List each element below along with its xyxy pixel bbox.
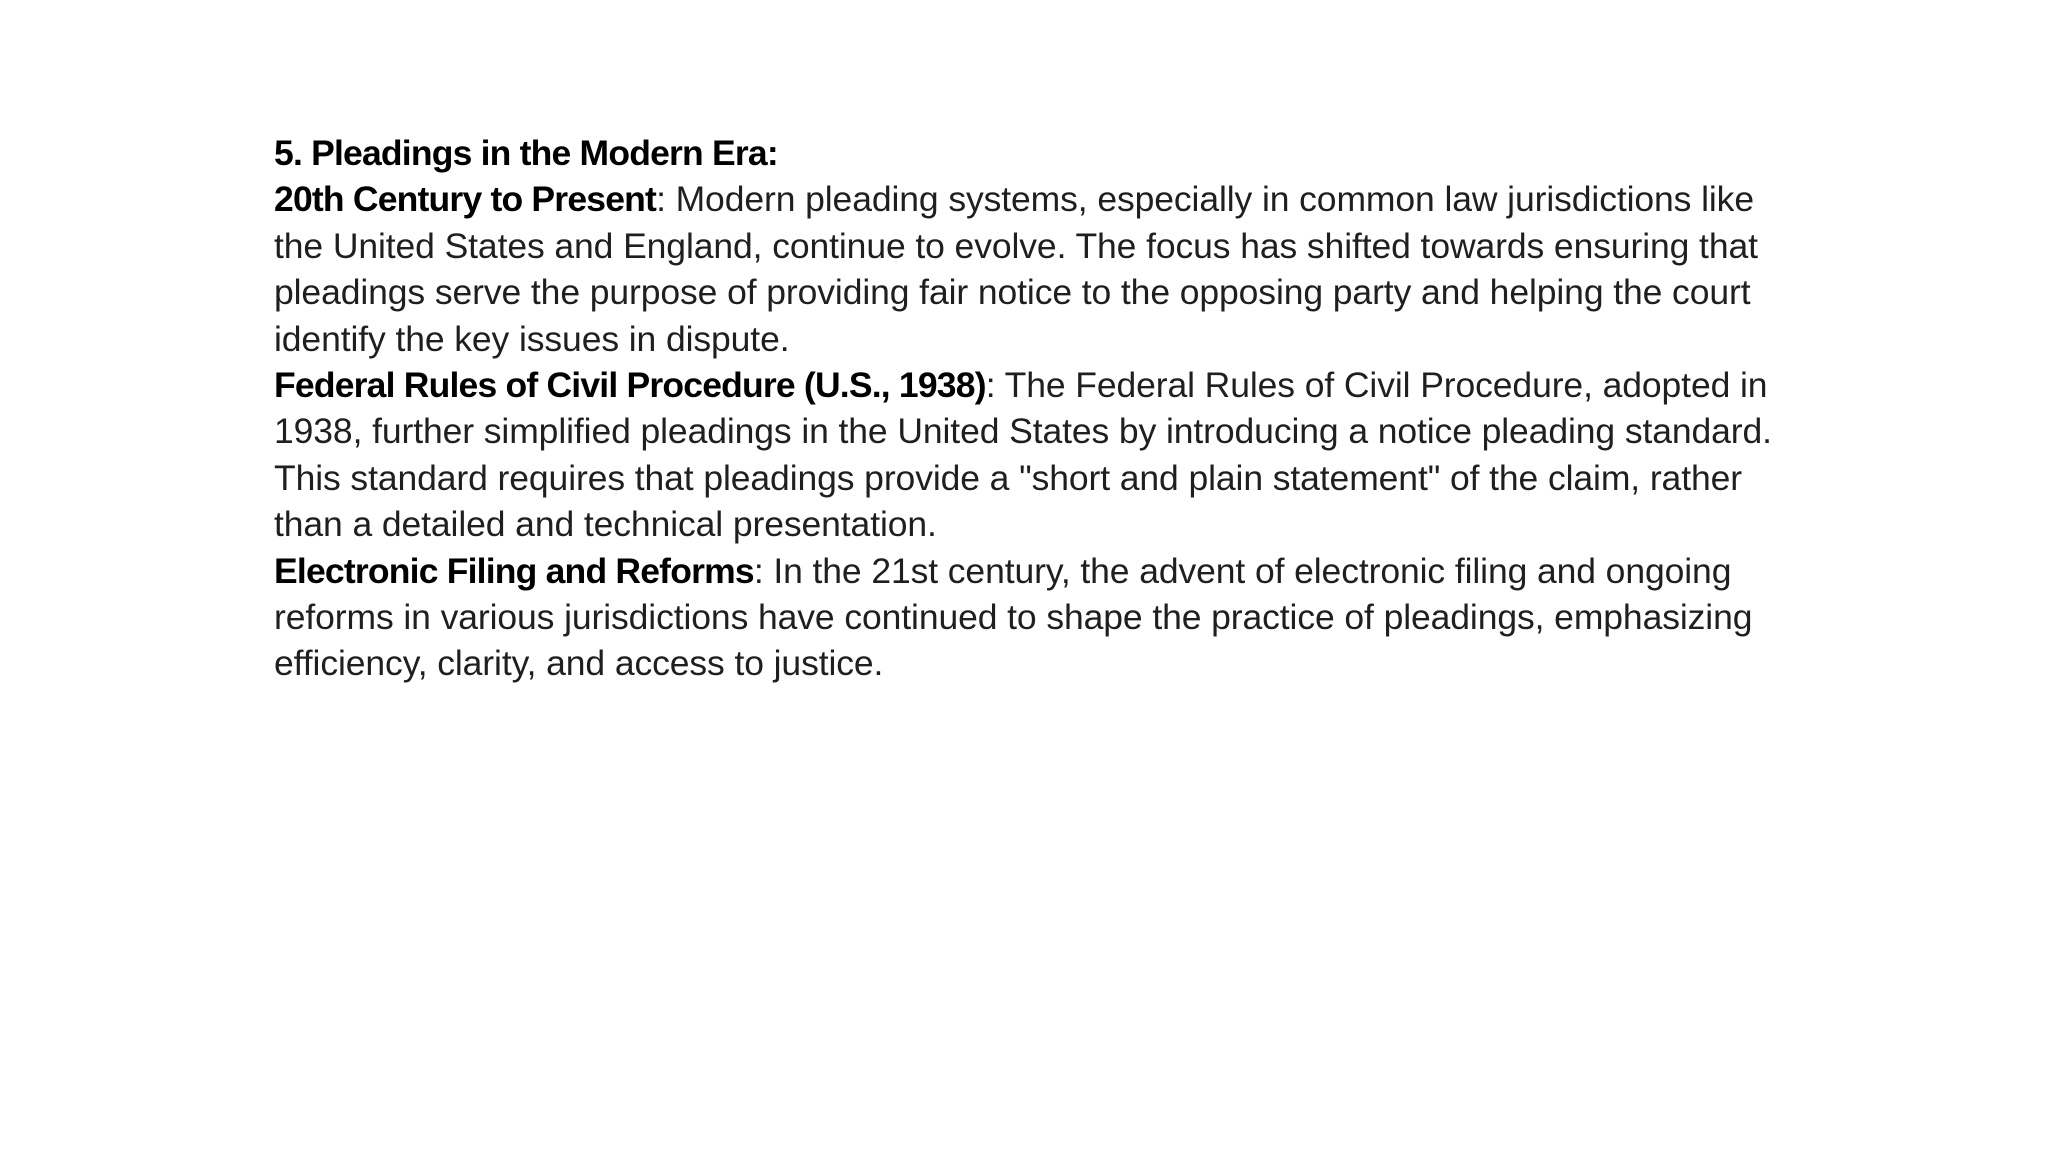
term-20th-century: 20th Century to Present [274,179,657,220]
slide-heading: 5. Pleadings in the Modern Era: [274,133,778,173]
slide-text-block [274,130,1794,687]
term-federal-rules: Federal Rules of Civil Procedure (U.S., 1938) [274,365,986,406]
body-electronic-filing: : In the 21st century, the advent of electronic filing and ongoing reforms in various jurisdictions have continued to shape the practice of pleadings, emphasizing efficiency, clarity, and access to justice. [274,550,1753,684]
paragraph-electronic-filing [274,548,1794,687]
term-electronic-filing: Electronic Filing and Reforms [274,550,754,591]
paragraph-20th-century [274,176,1794,362]
paragraph-federal-rules [274,362,1794,548]
body-20th-century: : Modern pleading systems, especially in common law jurisdictions like the United States and England, continue to evolve. The focus has shifted towards ensuring that pleadings serve the purpose of providing fair notice to the opposing party and helping the court identify the key issues in dispute. [274,179,1758,359]
body-federal-rules: : The Federal Rules of Civil Procedure, adopted in 1938, further simplified pleadings in the United States by introducing a notice pleading standard. This standard requires that pleadings provide a "short and plain statement" of the claim, rather than a detailed and technical presentation. [274,365,1772,545]
